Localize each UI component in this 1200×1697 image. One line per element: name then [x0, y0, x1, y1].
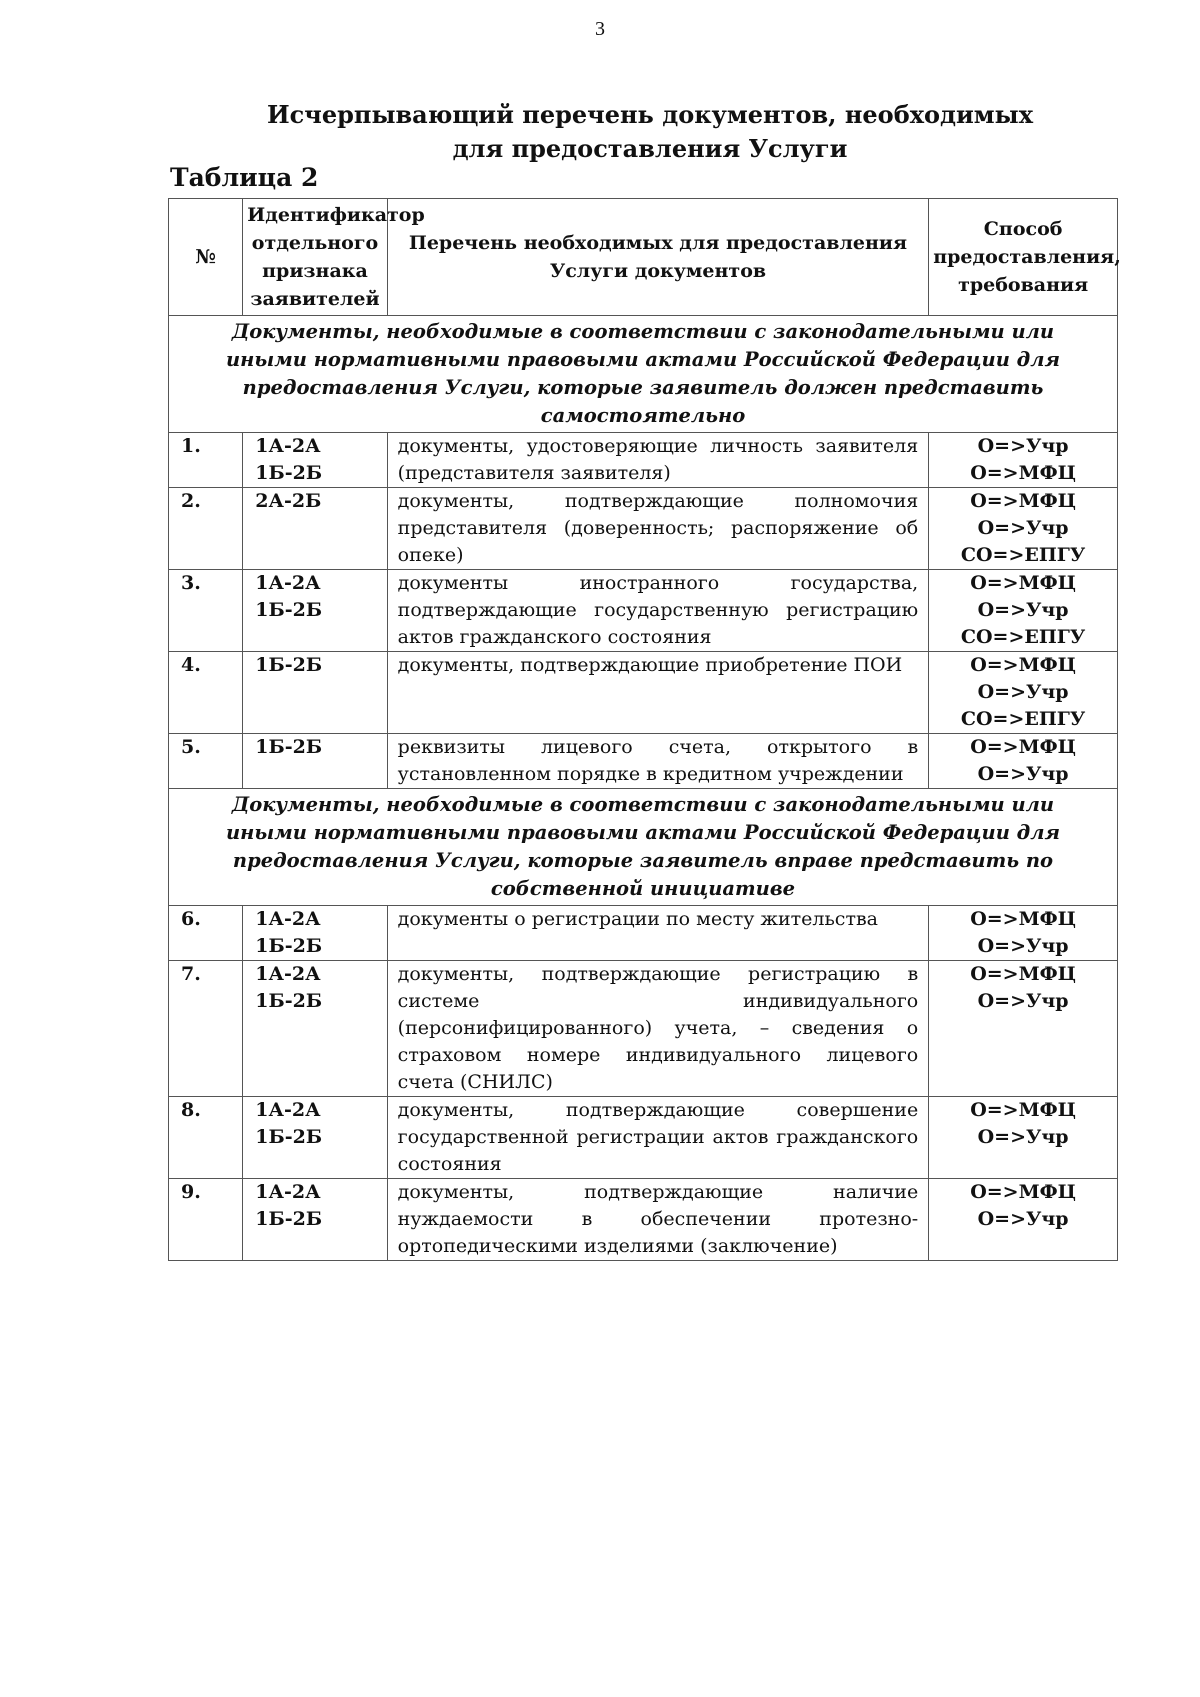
row-method: О=>МФЦ О=>Учр	[929, 1097, 1118, 1179]
row-documents: документы о регистрации по месту жительства	[387, 906, 929, 961]
section-row	[169, 789, 1118, 906]
table-row	[169, 906, 1118, 961]
row-method: О=>МФЦ О=>Учр	[929, 906, 1118, 961]
document-title	[0, 98, 1200, 166]
row-identifier: 1А-2А 1Б-2Б	[243, 570, 387, 652]
row-number: 1.	[169, 433, 243, 488]
row-identifier: 1А-2А 1Б-2Б	[243, 1179, 387, 1261]
table-row	[169, 1097, 1118, 1179]
row-identifier: 1Б-2Б	[243, 734, 387, 789]
documents-table	[168, 198, 1121, 1261]
row-method: О=>МФЦ О=>Учр	[929, 1179, 1118, 1261]
table-row	[169, 961, 1118, 1097]
row-number: 5.	[169, 734, 243, 789]
table-row	[169, 433, 1118, 488]
table-header-row	[169, 199, 1118, 316]
row-method: О=>МФЦ О=>Учр СО=>ЕПГУ	[929, 652, 1118, 734]
header-documents: Перечень необходимых для предоставления Услуги документов	[387, 199, 929, 316]
row-method: О=>МФЦ О=>Учр	[929, 734, 1118, 789]
row-documents: документы иностранного государства, подтверждающие государственную регистрацию актов гражданского состояния	[387, 570, 929, 652]
row-number: 6.	[169, 906, 243, 961]
row-method: О=>Учр О=>МФЦ	[929, 433, 1118, 488]
row-documents: документы, подтверждающие наличие нуждаемости в обеспечении протезно-ортопедическими изделиями (заключение)	[387, 1179, 929, 1261]
section-row	[169, 316, 1118, 433]
document-title-line-1: Исчерпывающий перечень документов, необходимых	[266, 100, 1034, 129]
row-number: 9.	[169, 1179, 243, 1261]
header-number: №	[169, 199, 243, 316]
row-number: 7.	[169, 961, 243, 1097]
row-identifier: 1Б-2Б	[243, 652, 387, 734]
row-identifier: 1А-2А 1Б-2Б	[243, 1097, 387, 1179]
row-method: О=>МФЦ О=>Учр СО=>ЕПГУ	[929, 488, 1118, 570]
table-label: Таблица 2	[170, 163, 319, 192]
header-method: Способ предоставления, требования	[929, 199, 1118, 316]
table-row	[169, 652, 1118, 734]
table-row	[169, 1179, 1118, 1261]
row-documents: документы, подтверждающие совершение государственной регистрации актов гражданского состояния	[387, 1097, 929, 1179]
row-method: О=>МФЦ О=>Учр СО=>ЕПГУ	[929, 570, 1118, 652]
row-number: 2.	[169, 488, 243, 570]
header-identifier: Идентификатор отдельного признака заявителей	[243, 199, 387, 316]
row-identifier: 1А-2А 1Б-2Б	[243, 961, 387, 1097]
row-number: 8.	[169, 1097, 243, 1179]
table-row	[169, 734, 1118, 789]
row-number: 4.	[169, 652, 243, 734]
document-title-line-2: для предоставления Услуги	[452, 134, 848, 163]
row-identifier: 1А-2А 1Б-2Б	[243, 906, 387, 961]
section-heading: Документы, необходимые в соответствии с законодательными или иными нормативными правовыми актами Российской Федерации для предоставления Услуги, которые заявитель вправе представить по собственной инициативе	[169, 789, 1118, 906]
row-number: 3.	[169, 570, 243, 652]
page-number: 3	[595, 18, 605, 40]
row-documents: реквизиты лицевого счета, открытого в установленном порядке в кредитном учреждении	[387, 734, 929, 789]
row-method: О=>МФЦ О=>Учр	[929, 961, 1118, 1097]
row-documents: документы, подтверждающие регистрацию в системе индивидуального (персонифицированного) учета, – сведения о страховом номере индивидуального лицевого счета (СНИЛС)	[387, 961, 929, 1097]
row-documents: документы, удостоверяющие личность заявителя (представителя заявителя)	[387, 433, 929, 488]
row-documents: документы, подтверждающие полномочия представителя (доверенность; распоряжение об опеке)	[387, 488, 929, 570]
table-row	[169, 488, 1118, 570]
row-identifier: 2А-2Б	[243, 488, 387, 570]
table-row	[169, 570, 1118, 652]
section-heading: Документы, необходимые в соответствии с законодательными или иными нормативными правовыми актами Российской Федерации для предоставления Услуги, которые заявитель должен представить самостоятельно	[169, 316, 1118, 433]
row-identifier: 1А-2А 1Б-2Б	[243, 433, 387, 488]
row-documents: документы, подтверждающие приобретение ПОИ	[387, 652, 929, 734]
